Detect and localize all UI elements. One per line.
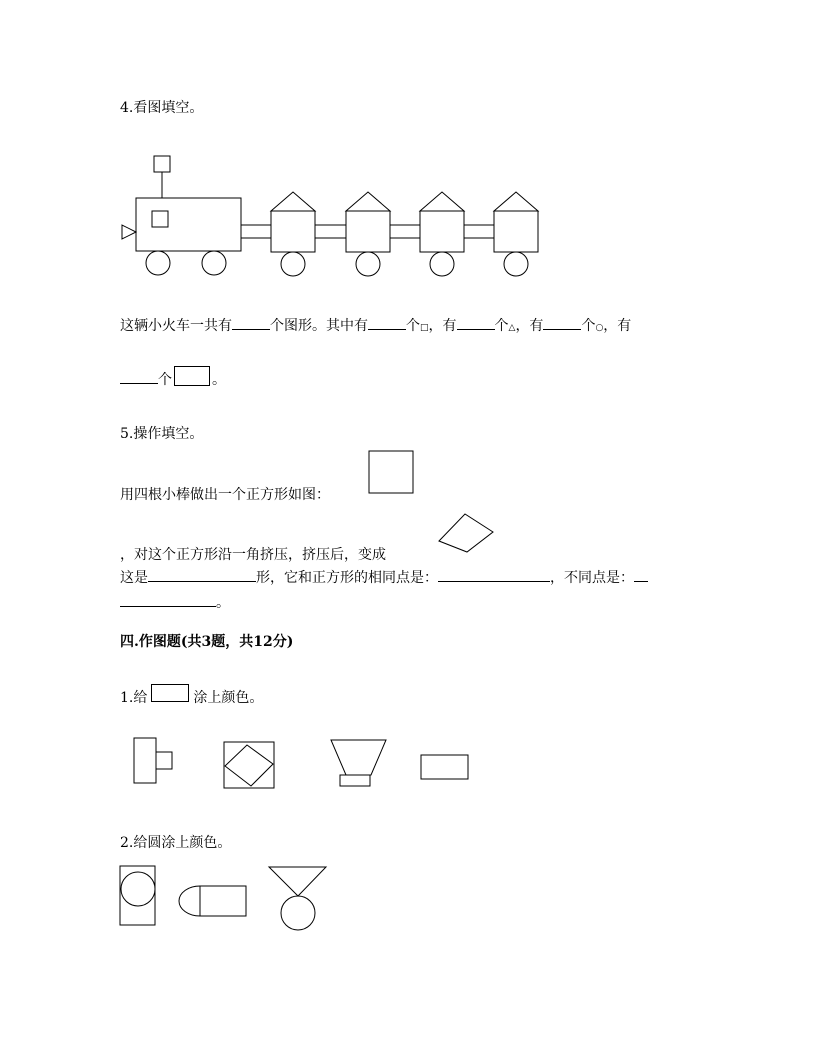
circle-symbol: ○	[595, 323, 604, 333]
q4-text: 这辆小火车一共有	[120, 318, 232, 334]
circle	[281, 896, 315, 930]
q5-text: ，不同点是：	[550, 570, 634, 586]
half-circle	[179, 886, 200, 916]
square-symbol: □	[420, 323, 429, 333]
d1-text: 涂上颜色。	[193, 690, 264, 706]
q4-text: 个	[581, 318, 596, 334]
d2-title: 2.给圆涂上颜色。	[120, 835, 232, 851]
q5-text: 形，它和正方形的相同点是：	[256, 570, 438, 586]
circle	[121, 872, 155, 906]
d1-text: 1.给	[120, 690, 148, 706]
q4-text: 个	[158, 372, 172, 388]
section-heading: 四.作图题(共3题，共12分)	[120, 634, 294, 650]
q5-title: 5.操作填空。	[120, 426, 204, 442]
q4-title: 4.看图填空。	[120, 100, 204, 116]
triangle-symbol: △	[508, 323, 516, 333]
q4-text: 。	[212, 372, 226, 388]
q4-text: ，有	[515, 318, 544, 334]
q4-text: ，有	[603, 318, 632, 334]
rectangle	[200, 886, 246, 916]
rect-behind-circle	[120, 866, 155, 925]
triangle	[269, 867, 326, 896]
q5-text: 这是	[120, 570, 148, 586]
q5-line1: 用四根小棒做出一个正方形如图：	[120, 487, 330, 503]
q5-text: 。	[216, 595, 230, 611]
q4-text: 个	[494, 318, 509, 334]
q4-text: ，有	[428, 318, 457, 334]
q4-text: 个图形。其中有	[270, 318, 368, 334]
q4-text: 个	[406, 318, 420, 334]
q5-line2: ，对这个正方形沿一角挤压，挤压后，变成	[120, 547, 386, 563]
